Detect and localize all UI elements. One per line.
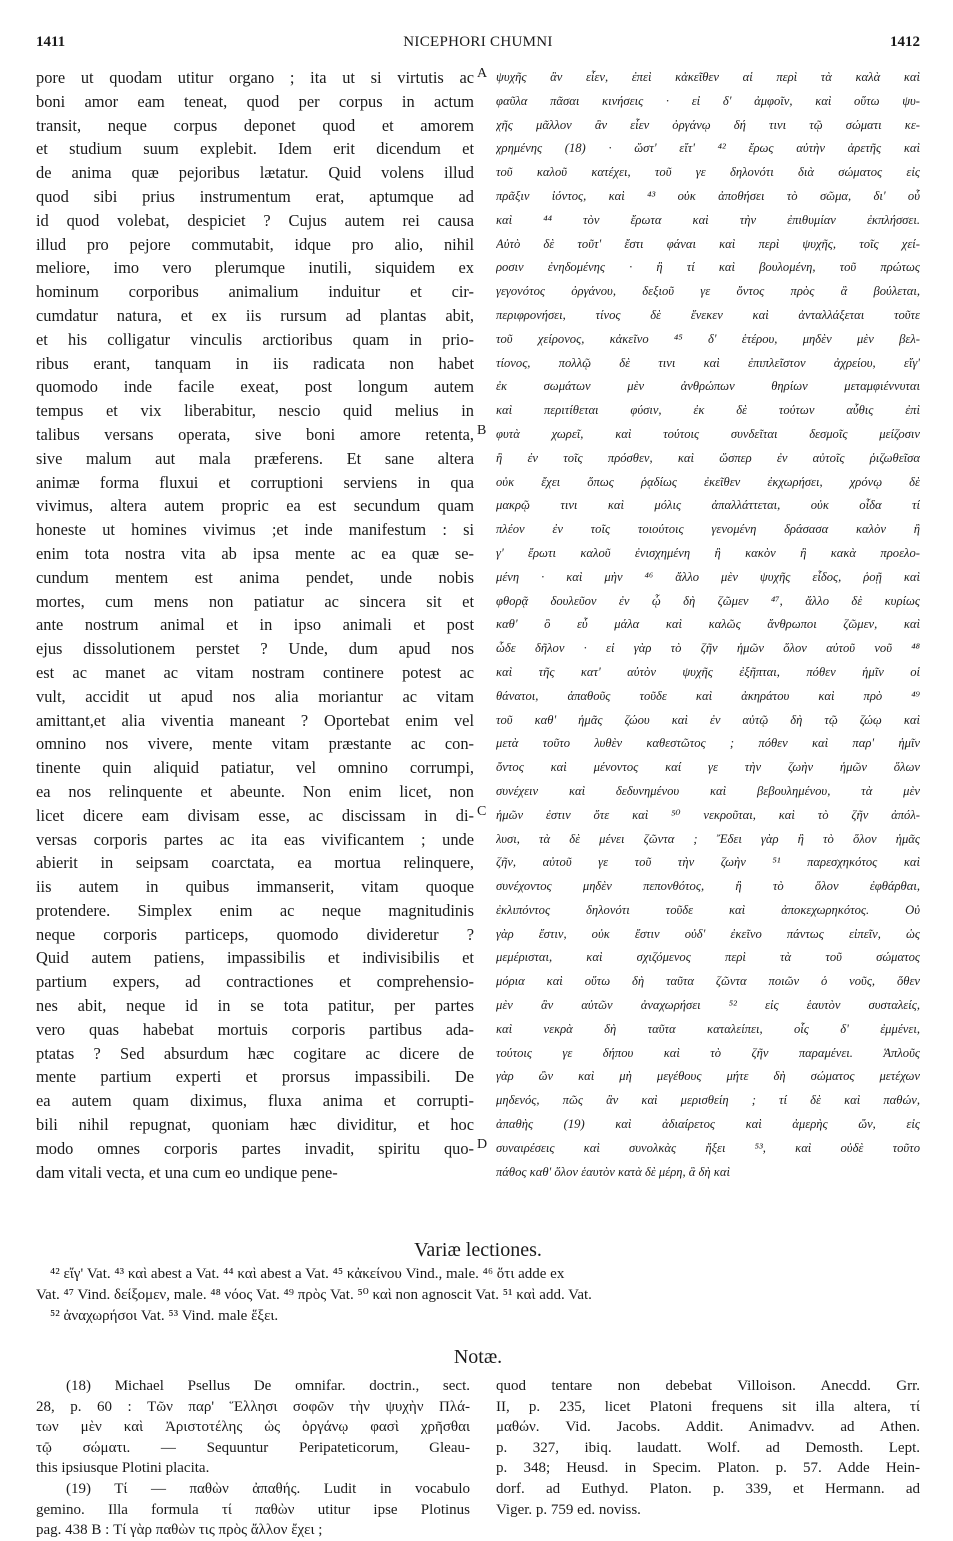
note-line: dorf. ad Euthyd. Platon. p. 339, et Hermann. ad [496, 1480, 920, 1497]
greek-text-line: ἢ ἐν τοῖς πρόσθεν, καὶ ὥσπερ ἐν αὐτοῖς ῥιζωθεῖσα [496, 450, 920, 465]
variae-lectiones-title: Variæ lectiones. [414, 1239, 542, 1261]
latin-text-line: tempus et vix liberabitur, nescio quid melius in [36, 401, 474, 421]
latin-text-line: honeste ut homines vivimus ;et inde manifestum : si [36, 520, 474, 540]
latin-text-line: hominum corporibus animalium induitur et cir- [36, 282, 474, 302]
latin-text-line: de anima quæ pejoribus lætatur. Quid volens illud [36, 163, 474, 183]
notae-left-column [36, 1376, 470, 1541]
greek-text-line: γ' ἔρωτι καλοῦ ἐνισχημένη ἢ κακὸν ἢ κακὰ προελο- [496, 545, 920, 560]
variant-reading-line: Vat. ⁴⁷ Vind. δείξομεν, male. ⁴⁸ νόος Vat. ⁴⁹ πρὸς Vat. ⁵⁰ καὶ non agnoscit Vat. ⁵¹ καὶ add. Vat. [36, 1287, 592, 1303]
greek-text-line: μετὰ τοῦτο λυθὲν καθεστῶτος ; πόθεν καὶ παρ' ἡμῖν [496, 736, 920, 751]
note-line: II, p. 235, licet Platoni frequens sit illa altera, τί [496, 1398, 920, 1415]
note-line: Viger. p. 759 ed. noviss. [496, 1501, 641, 1518]
latin-text-line: enim tota nostra vita ab ipsa mente ac ea quæ se- [36, 543, 474, 563]
greek-text-line: πρᾶξιν ἰόντος, καὶ ⁴³ οὐκ ἀποθήσει τὸ σῶμα, δι' οὗ [496, 188, 920, 203]
note-line: p. 348; Heusd. in Specim. Platon. p. 57. Adde Hein- [496, 1460, 920, 1477]
greek-text-line: μηδενός, πῶς ἂν καὶ μερισθείη ; τί δὲ καὶ παθών, [496, 1093, 920, 1108]
greek-text-line: τίονος, πολλῷ δὲ τινι καὶ ἐπιπλεῖστον ἀχρείου, εἴγ' [496, 355, 920, 370]
greek-text-line: θάνατοι, ἀπαθοῦς τοῦδε καὶ ἀκηράτου καὶ πρὸ ⁴⁹ [496, 688, 920, 703]
greek-text-line: γὰρ ἔστιν, οὐκ ἔστιν οὐδ' ἐκεῖνο πάντως εἰπεῖν, ὡς [496, 926, 920, 941]
greek-text-line: γεγονότος ὀργάνου, δεξιοῦ γε ὄντος πρὸς ἃ βούλεται, [496, 284, 920, 299]
latin-text-line: ea autem quam diximus, fluxa anima et corrupti- [36, 1091, 474, 1111]
latin-text-line: nes abit, neque id in se tota patitur, per partes [36, 996, 474, 1016]
latin-text-line: ante nostrum animal et in ipso animali et post [36, 615, 474, 635]
section-marker-d: D [477, 1137, 488, 1152]
greek-text-line: ὄντος καὶ μένοντος καί γε τὴν ζωὴν ἡμῶν ὅλων [496, 760, 920, 775]
latin-text-line: partium expers, ad contractiones et comprehensio- [36, 972, 474, 992]
latin-text-line: neque corporis particeps, quomodo divideretur ? [36, 924, 474, 944]
note-line: pag. 438 B : Τί γὰρ παθὼν τις πρὸς ἄλλον ἔχει ; [36, 1522, 323, 1539]
note-line: this ipsiusque Plotini placita. [36, 1460, 210, 1477]
latin-text-line: sive malum aut mala præferens. Et sane altera [36, 448, 474, 468]
note-line: p. 327, ibiq. laudatt. Wolf. ad Demosth. Lept. [496, 1439, 920, 1456]
latin-text-line: meliore, imo vero plerumque inutili, siquidem ex [36, 258, 474, 278]
greek-text-line: γὰρ ὢν καὶ μὴ μεγέθους μήτε δὴ σώματος μετέχων [496, 1069, 920, 1084]
variae-lectiones-section [36, 1236, 920, 1327]
greek-text-line: τοῦ καθ' ἡμᾶς ζώου καὶ ἐν αὐτῷ δὴ τῷ ζώῳ καὶ [496, 712, 920, 727]
latin-text-line: tinente quin aliquid patiatur, vel omnino corrumpi, [36, 758, 474, 778]
greek-text-line: συναιρέσεις καὶ συνολκὰς ἥξει ⁵³, καὶ οὐδὲ τοῦτο [496, 1140, 920, 1155]
greek-text-line: ἐκ σωμάτων μὲν ἀνθρώπων θηρίων μεταμφιέννυται [496, 379, 920, 394]
latin-column [36, 66, 474, 1184]
greek-text-line: συνέχοντος μηδὲν πεπονθότος, ἢ τὸ ὅλον ἐφθάρθαι, [496, 879, 920, 894]
latin-text-line: talibus versans operata, sive boni amore retenta, [36, 424, 474, 444]
latin-text-line: boni amor eam teneat, quod per corpus in actum [36, 91, 474, 111]
latin-text-line: ejus dissolutionem perstet ? Unde, dum apud nos [36, 639, 474, 659]
latin-text-line: quod sibi prius instrumentum erat, aptumque ad [36, 186, 474, 206]
greek-text-line: μεμέρισται, καὶ σχιζόμενος περὶ τὰ τοῦ σώματος [496, 950, 920, 965]
note-line: (18) Michael Psellus De omnifar. doctrin., sect. [66, 1378, 470, 1394]
latin-text-line: est ac manet ac vitam nostram continere potest ac [36, 662, 474, 682]
greek-text-line: πάθος καθ' ὅλον ἑαυτὸν κατὰ δὲ μέρη, ἃ δὴ καὶ [496, 1164, 730, 1179]
greek-text-line: καὶ περιτίθεται φύσιν, ἐκ δὲ τούτων αὖθις ἐπὶ [496, 403, 920, 418]
section-marker-b: B [477, 423, 487, 438]
latin-text-line: mortes, cum mens non patiatur ac sincera sit et [36, 591, 474, 611]
note-line: 28, p. 60 : Τῶν παρ' Ἕλλησι σοφῶν τὴν ψυχὴν Πλά- [36, 1398, 470, 1415]
latin-text-line: Quid autem patiens, impassibilis et indivisibilis et [36, 948, 474, 968]
greek-text-line: φθορᾷ δουλεῦον ἐν ᾧ δὴ ζῶμεν ⁴⁷, ἄλλο δὲ κυρίως [496, 593, 920, 608]
notae-title: Notæ. [453, 1346, 503, 1368]
greek-text-line: ὧδε δῆλον · εἰ γὰρ τὸ ζῆν ἡμῶν ὅλον αὐτοῦ νοῦ ⁴⁸ [496, 641, 920, 656]
latin-text-line: licet dicere eam divisam esse, ac discissam in di- [36, 805, 474, 825]
latin-text-line: vero quas habebat mortuis corporis partibus ada- [36, 1019, 474, 1039]
latin-text-line: omnino nos vivere, mente vitam præstante ac con- [36, 734, 474, 754]
greek-text-line: καὶ νεκρὰ δὴ ταῦτα καταλείπει, οἷς δ' ἐμμένει, [496, 1021, 920, 1036]
greek-column [496, 66, 920, 1184]
greek-text-line: τοῦ χείρονος, κἀκεῖνο ⁴⁵ δ' ἑτέρου, μηδὲν μὲν βελ- [496, 331, 920, 346]
notae-columns [36, 1376, 920, 1539]
latin-text-line: versas corporis partes ac ita eas vivificantem ; unde [36, 829, 474, 849]
latin-text-line: cumdatur natura, et ex iis rursum ad plantas abit, [36, 305, 474, 325]
latin-text-line: amittant,et alia viventia maneant ? Oportebat enim vel [36, 710, 474, 730]
greek-text-line: ἡμῶν ἐστιν ὅτε καὶ ⁵⁰ νεκροῦται, καὶ τὸ ζῆν ἀπόλ- [496, 807, 920, 822]
latin-text-line: et studium suum explebit. Idem erit dicendum et [36, 139, 474, 159]
latin-text-line: protendere. Simplex enim ac neque magnitudinis [36, 900, 474, 920]
greek-text-line: ψυχῆς ἂν εἶεν, ἐπεὶ κἀκεῖθεν αἱ περὶ τὰ καλὰ καὶ [496, 70, 920, 84]
latin-text-line: iis autem in quibus immanserit, vitam quoque [36, 877, 474, 897]
greek-text-line: ἀπαθὴς (19) καὶ ἀδιαίρετος καὶ ἀμερὴς ὤν, εἰς [496, 1117, 920, 1132]
main-text-columns [36, 66, 920, 1286]
latin-text-line: animæ forma fluxui et corruptioni serviens in qua [36, 472, 474, 492]
note-line: μαθών. Vid. Jacobs. Addit. Animadvv. ad Athen. [496, 1419, 920, 1436]
section-marker-a: A [477, 66, 488, 81]
greek-text-line: μόρια καὶ οὕτω δὴ ταῦτα ζῶντα ποιῶν ὁ νοῦς, ὅθεν [496, 974, 920, 989]
latin-text-line: modo omnes corporis partes invadit, spiritu quo- [36, 1138, 474, 1158]
latin-text-line: ribus erant, tanquam in iis radicata non habet [36, 353, 474, 373]
greek-text-line: ροσιν ἐνηδομένης · ἢ τί καὶ βουλομένη, τοῦ πρώτως [496, 260, 920, 275]
latin-text-line: quomodo inde facile exeat, post longum autem [36, 377, 474, 397]
greek-text-line: ζῆν, αὐτοῦ γε τοῦ τὴν ζωὴν ⁵¹ παρεσχηκότος καὶ [496, 855, 920, 870]
greek-text-line: μακρῷ τινι καὶ μόλις ἀπαλλάττεται, οὐκ οἶδα τί [496, 498, 920, 513]
greek-text-line: φυτὰ χωρεῖ, καὶ τούτοις συνδεῖται δεσμοῖς μείζοσιν [496, 426, 920, 441]
greek-text-line: Αὐτὸ δὲ τοῦτ' ἔστι φάναι καὶ περὶ ψυχῆς, τοῖς χεί- [496, 236, 920, 251]
latin-text-line: abierit in seipsam coarctata, ea mortua relinquere, [36, 853, 474, 873]
greek-text-line: μένη · καὶ μὴν ⁴⁶ ἄλλο μὲν ψυχῆς εἶδος, ῥοῇ καὶ [496, 569, 920, 584]
greek-text-line: λυσι, τὰ δὲ μένει ζῶντα ; Ἔδει γὰρ ἢ τὸ ὅλον ἡμᾶς [496, 831, 920, 846]
latin-text-line: vivimus, altera autem propric ea est secundum quam [36, 496, 474, 516]
note-line: (19) Τί — παθὼν ἀπαθής. Ludit in vocabulo [66, 1480, 470, 1497]
latin-text-line: mente partium experti et prorsus impassibili. De [36, 1067, 474, 1087]
greek-text-line: καθ' ὃ εὖ μάλα καὶ καλῶς ἄνθρωποι ζῶμεν, καὶ [496, 617, 920, 632]
greek-text-line: τούτοις γε δήπου καὶ τὸ ζῆν παραμένει. Ἁπλοῦς [496, 1045, 920, 1060]
greek-text-line: καὶ τῆς κατ' αὐτὸν ψυχῆς ἐξῆπται, πόθεν ἡμῖν οἱ [496, 664, 920, 679]
page-number-left: 1411 [36, 34, 66, 50]
latin-text-line: illud pro pejore commutabit, idque pro alio, nihil [36, 234, 474, 254]
greek-text-line: συνέχειν καὶ δεδυνημένου καὶ βεβουλημένου, τὰ μὲν [496, 783, 920, 798]
greek-text-line: πλέον ἐν τοῖς τοιούτοις γενομένη δράσασα καλὸν ἢ [496, 522, 920, 537]
latin-text-line: vult, accidit ut apud nos alia moriantur ac vitam [36, 686, 474, 706]
document-page [36, 34, 920, 1539]
latin-text-line: ea nos relinquente et abeunte. Non enim licet, non [36, 781, 474, 801]
latin-text-line: transit, neque corpus deponet quod et amorem [36, 115, 474, 135]
running-title: NICEPHORI CHUMNI [403, 34, 553, 50]
latin-text-line: ptatas ? Sed absurdum hæc cogitare ac dicere de [36, 1043, 474, 1063]
latin-text-line: dam vitali vecta, et una cum eo undique pene- [36, 1162, 338, 1182]
page-number-right: 1412 [890, 34, 920, 50]
latin-text-line: cundum mentem est anima pendet, unde nobis [36, 567, 474, 587]
greek-text-line: περιφρονήσει, τίνος δὲ ἕνεκεν καὶ ἀνταλλάξεται τοῦτε [496, 307, 920, 322]
notae-right-column [496, 1376, 920, 1520]
notae-section [36, 1338, 920, 1539]
note-line: τῷ σώματι. — Sequuntur Peripateticorum, Gleau- [36, 1439, 470, 1456]
greek-text-line: μὲν ἂν αὐτῶν ἀναχωρήσει ⁵² εἰς ἑαυτὸν συσταλείς, [496, 998, 920, 1013]
greek-text-line: οὐκ ἔχει ὅπως ῥᾳδίως ἐκεῖθεν ἐκχωρήσει, χρόνῳ δὲ [496, 474, 920, 489]
greek-text-line: χῆς μᾶλλον ἂν εἶεν ὀργάνῳ δή τινι τῷ σώματι κε- [496, 117, 920, 132]
variant-reading-line: ⁵² ἀναχωρήσοι Vat. ⁵³ Vind. male ἕξει. [50, 1308, 279, 1324]
latin-text-line: bili nihil repugnat, quoniam hæc dividitur, et hoc [36, 1115, 474, 1135]
variant-reading-line: ⁴² εἴγ' Vat. ⁴³ καὶ abest a Vat. ⁴⁴ καὶ abest a Vat. ⁴⁵ κἀκείνου Vind., male. ⁴⁶ ὅτι adde ex [50, 1266, 565, 1282]
section-marker-c: C [477, 804, 487, 819]
latin-text-line: pore ut quodam utitur organo ; ita ut si virtutis ac [36, 68, 474, 87]
greek-text-line: φαῦλα πᾶσαι κινήσεις · εἰ δ' ἀμφοῖν, καὶ οὕτω ψυ- [496, 93, 920, 108]
greek-text-line: καὶ ⁴⁴ τὸν ἔρωτα καὶ τὴν ἐπιθυμίαν ἐκπλήσσει. [496, 212, 920, 227]
greek-text-line: ἐκλιπόντος δηλονότι τοῦδε καὶ ἀποκεχωρηκότος. Οὐ [496, 902, 920, 917]
variae-lectiones-body [36, 1264, 920, 1327]
latin-text-line: id quod volebat, despiciet ? Cujus autem rei causa [36, 210, 474, 230]
page-header [36, 34, 920, 56]
note-line: quod tentare non debebat Villoison. Anecdd. Grr. [496, 1378, 920, 1394]
latin-text-line: et his colligatur vinculis arctioribus quam in prio- [36, 329, 474, 349]
greek-text-line: χρημένης (18) · ὥστ' εἴτ' ⁴² ἔρως αὐτὴν ἀρετῆς καὶ [496, 141, 920, 156]
greek-text-line: τοῦ καλοῦ κατέχει, τοῦ γε δηλονότι διὰ σώματος εἰς [496, 165, 920, 180]
note-line: των μὲν καὶ Ἀριστοτέλης ὡς ὀργάνῳ φασὶ χρῆσθαι [36, 1419, 470, 1436]
note-line: gemino. Illa formula τί παθὼν utitur ipse Plotinus [36, 1501, 470, 1518]
